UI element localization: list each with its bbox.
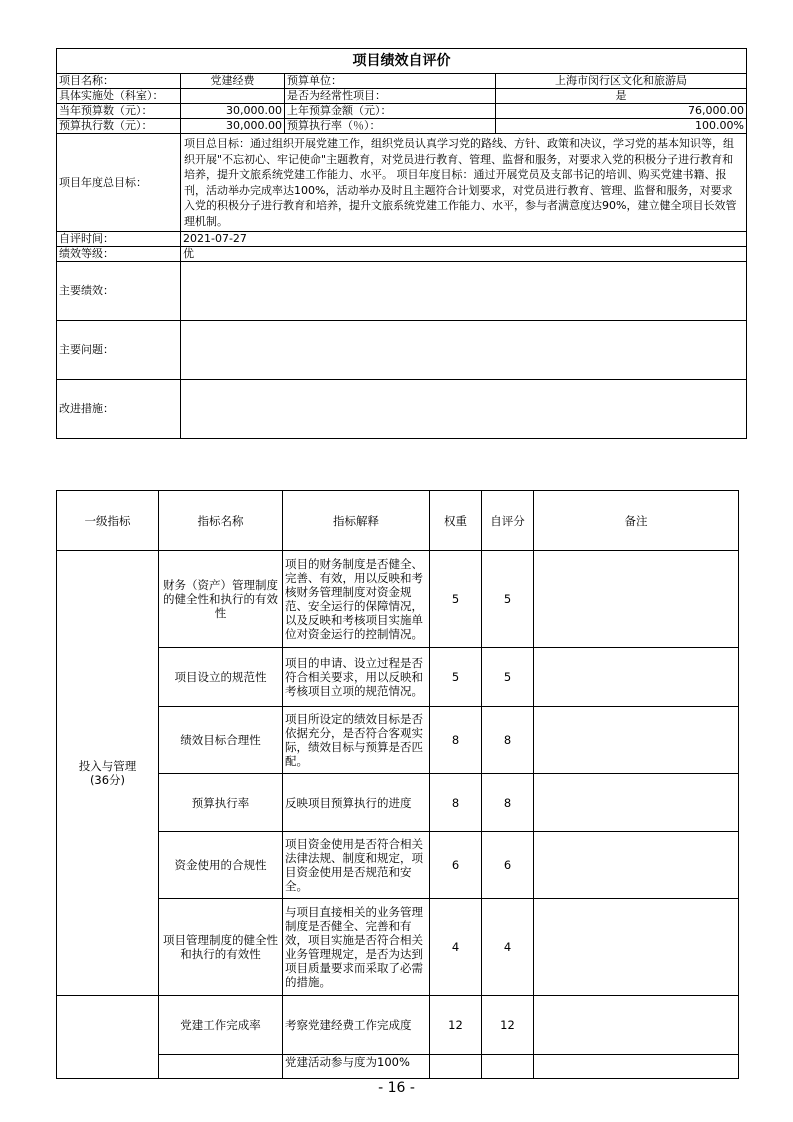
exec-value: 30,000.00 [181,119,285,134]
indicator-explain: 项目的财务制度是否健全、完善、有效，用以反映和考核财务管理制度对资金规范、安全运行的保障情况，以及反映和考核项目实施单位对资金运行的控制情况。 [283,551,430,648]
header-note: 备注 [534,491,739,551]
table-row [57,774,739,832]
indicator-name [159,1055,283,1079]
table-title: 项目绩效自评价 [57,49,747,74]
indicator-score: 5 [482,551,534,648]
indicator-name: 资金使用的合规性 [159,832,283,899]
table-row [57,648,739,707]
indicator-explain: 项目所设定的绩效目标是否依据充分，是否符合客观实际，绩效目标与预算是否匹配。 [283,707,430,774]
dept-value [181,89,285,104]
budget-unit-value: 上海市闵行区文化和旅游局 [496,74,747,89]
indicator-note [534,551,739,648]
exec-rate-label: 预算执行率（％）： [285,119,496,134]
indicator-note [534,774,739,832]
goal-label: 项目年度总目标： [57,134,181,232]
main-issue-value [181,321,747,380]
indicator-score: 5 [482,648,534,707]
header-weight: 权重 [430,491,482,551]
indicator-weight: 4 [430,899,482,996]
indicator-score: 6 [482,832,534,899]
table-row [57,832,739,899]
indicator-score: 4 [482,899,534,996]
table-row [57,551,739,648]
indicator-note [534,1055,739,1079]
budget-label: 当年预算数（元）： [57,104,181,119]
header-level1: 一级指标 [57,491,159,551]
last-budget-label: 上年预算金额（元）： [285,104,496,119]
goal-text: 项目总目标：通过组织开展党建工作，组织党员认真学习党的路线、方针、政策和决议，学习党的基本知识等，组织开展"不忘初心、牢记使命"主题教育，对党员进行教育、管理、监督和服务，对要求入党的积极分子进行教育和培养，提升文旅系统党建工作能力、水平。 项目年度目标：通过开展党员及支部书记的培训、购买党建书籍、报刊，活动举办完成率达100%，活动举办及时且主题符合计划要求，对党员进行教育、管理、监督和服务，对要求入党的积极分子进行教育和培养，提升文旅系统党建工作能力、水平，参与者满意度达90%，建立健全项目长效管理机制。 [181,134,747,232]
budget-unit-label: 预算单位： [285,74,496,89]
budget-value: 30,000.00 [181,104,285,119]
indicator-note [534,832,739,899]
level1-input-management: 投入与管理 (36分) [57,551,159,996]
indicator-explain: 考察党建经费工作完成度 [283,996,430,1055]
indicator-name: 党建工作完成率 [159,996,283,1055]
dept-label: 具体实施处（科室）： [57,89,181,104]
indicator-name: 财务（资产）管理制度的健全性和执行的有效性 [159,551,283,648]
recurring-value: 是 [496,89,747,104]
header-score: 自评分 [482,491,534,551]
exec-label: 预算执行数（元）： [57,119,181,134]
indicator-explain: 项目的申请、设立过程是否符合相关要求，用以反映和考核项目立项的规范情况。 [283,648,430,707]
level1-output [57,996,159,1079]
indicator-score: 12 [482,996,534,1055]
page-number: - 16 - [378,1080,415,1096]
indicator-weight [430,1055,482,1079]
indicator-score: 8 [482,707,534,774]
indicator-name: 项目设立的规范性 [159,648,283,707]
table-row [57,996,739,1055]
indicator-explain: 党建活动参与度为100% [283,1055,430,1079]
indicator-table [56,490,739,1079]
indicator-name: 绩效目标合理性 [159,707,283,774]
main-perf-label: 主要绩效： [57,262,181,321]
improve-label: 改进措施： [57,380,181,439]
header-name: 指标名称 [159,491,283,551]
grade-value: 优 [181,247,747,262]
indicator-weight: 5 [430,551,482,648]
project-name-value: 党建经费 [181,74,285,89]
table-row [57,707,739,774]
indicator-weight: 8 [430,707,482,774]
exec-rate-value: 100.00% [496,119,747,134]
indicator-note [534,707,739,774]
main-issue-label: 主要问题： [57,321,181,380]
indicator-explain: 与项目直接相关的业务管理制度是否健全、完善和有效，项目实施是否符合相关业务管理规定，是否为达到项目质量要求而采取了必需的措施。 [283,899,430,996]
table-row [57,899,739,996]
eval-time-value: 2021-07-27 [181,232,747,247]
indicator-note [534,648,739,707]
indicator-weight: 12 [430,996,482,1055]
indicator-explain: 项目资金使用是否符合相关法律法规、制度和规定，项目资金使用是否规范和安全。 [283,832,430,899]
table-row [57,1055,739,1079]
indicator-name: 项目管理制度的健全性和执行的有效性 [159,899,283,996]
grade-label: 绩效等级： [57,247,181,262]
project-name-label: 项目名称： [57,74,181,89]
indicator-weight: 5 [430,648,482,707]
indicator-weight: 6 [430,832,482,899]
improve-value [181,380,747,439]
main-perf-value [181,262,747,321]
indicator-name: 预算执行率 [159,774,283,832]
header-explain: 指标解释 [283,491,430,551]
eval-time-label: 自评时间： [57,232,181,247]
last-budget-value: 76,000.00 [496,104,747,119]
indicator-note [534,996,739,1055]
indicator-score [482,1055,534,1079]
indicator-explain: 反映项目预算执行的进度 [283,774,430,832]
project-self-evaluation-table [56,48,747,439]
indicator-score: 8 [482,774,534,832]
recurring-label: 是否为经常性项目： [285,89,496,104]
indicator-weight: 8 [430,774,482,832]
indicator-note [534,899,739,996]
